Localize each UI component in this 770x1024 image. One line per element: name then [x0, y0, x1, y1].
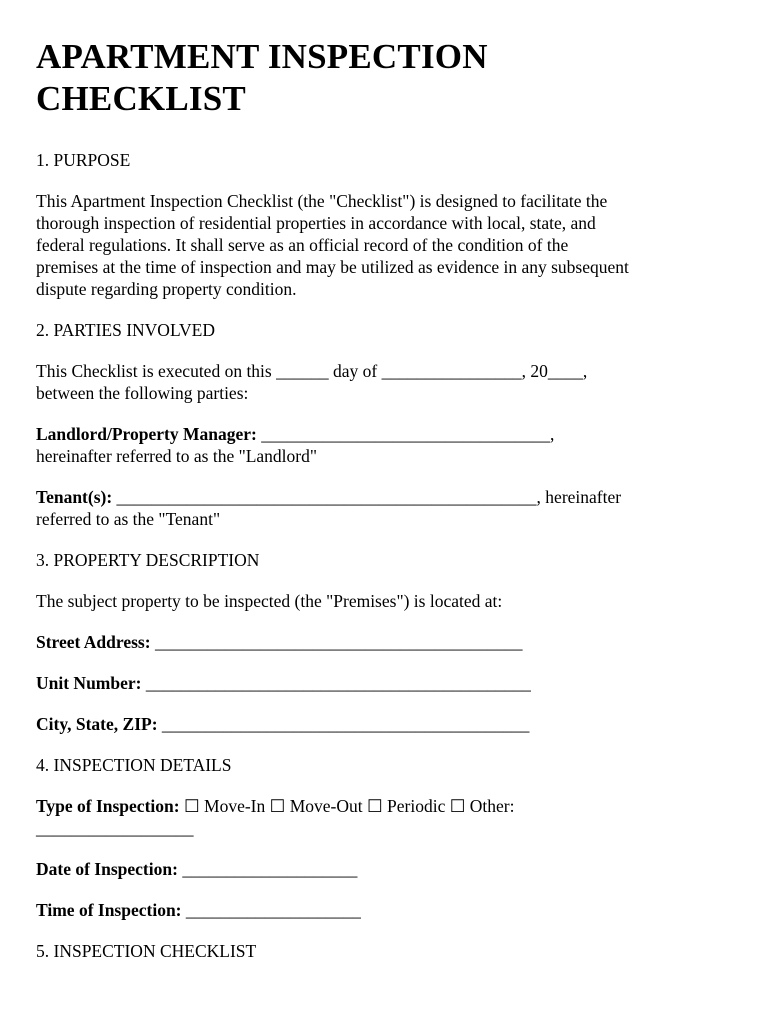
document-title	[36, 36, 736, 120]
property-intro: The subject property to be inspected (the "Premises") is located at:	[36, 591, 503, 611]
street-address-field	[36, 631, 736, 653]
street-address-blank: __________________________________________	[150, 632, 523, 652]
inspection-type-field	[36, 795, 736, 839]
inspection-time-label: Time of Inspection:	[36, 900, 182, 920]
inspection-type-other-blank: __________________	[36, 818, 194, 838]
city-state-zip-blank: __________________________________________	[157, 714, 530, 734]
landlord-label: Landlord/Property Manager:	[36, 424, 257, 444]
section-heading-checklist: 5. INSPECTION CHECKLIST	[36, 941, 257, 961]
unit-number-label: Unit Number:	[36, 673, 142, 693]
purpose-line: dispute regarding property condition.	[36, 279, 297, 299]
purpose-paragraph	[36, 190, 736, 300]
landlord-blank: _________________________________,	[256, 424, 555, 444]
section-heading-purpose: 1. PURPOSE	[36, 150, 131, 170]
inspection-time-field	[36, 899, 736, 921]
landlord-note: hereinafter referred to as the "Landlord"	[36, 446, 318, 466]
parties-intro-line-1: This Checklist is executed on this ______ day of ________________, 20____,	[36, 361, 588, 381]
purpose-line: premises at the time of inspection and may be utilized as evidence in any subsequent	[36, 257, 629, 277]
tenant-note: referred to as the "Tenant"	[36, 509, 221, 529]
city-state-zip-label: City, State, ZIP:	[36, 714, 158, 734]
unit-number-blank: ____________________________________________	[141, 673, 531, 693]
inspection-date-field	[36, 858, 736, 880]
inspection-type-label: Type of Inspection:	[36, 796, 180, 816]
parties-intro	[36, 360, 736, 404]
inspection-time-blank: ____________________	[181, 900, 361, 920]
city-state-zip-field	[36, 713, 736, 735]
tenant-blank: ________________________________________________, hereinafter	[112, 487, 622, 507]
parties-intro-line-2: between the following parties:	[36, 383, 249, 403]
unit-number-field	[36, 672, 736, 694]
inspection-date-blank: ____________________	[177, 859, 358, 879]
tenant-field	[36, 486, 736, 530]
street-address-label: Street Address:	[36, 632, 151, 652]
section-heading-property: 3. PROPERTY DESCRIPTION	[36, 550, 260, 570]
inspection-date-label: Date of Inspection:	[36, 859, 178, 879]
title-line-1: APARTMENT INSPECTION	[36, 37, 488, 76]
section-heading-parties: 2. PARTIES INVOLVED	[36, 320, 215, 340]
purpose-line: thorough inspection of residential properties in accordance with local, state, and	[36, 213, 596, 233]
tenant-label: Tenant(s):	[36, 487, 113, 507]
document-page	[36, 36, 736, 962]
title-line-2: CHECKLIST	[36, 79, 246, 118]
purpose-line: federal regulations. It shall serve as an official record of the condition of the	[36, 235, 569, 255]
purpose-line: This Apartment Inspection Checklist (the "Checklist") is designed to facilitate the	[36, 191, 608, 211]
section-heading-details: 4. INSPECTION DETAILS	[36, 755, 232, 775]
inspection-type-options: ☐ Move-In ☐ Move-Out ☐ Periodic ☐ Other:	[179, 796, 515, 816]
landlord-field	[36, 423, 736, 467]
